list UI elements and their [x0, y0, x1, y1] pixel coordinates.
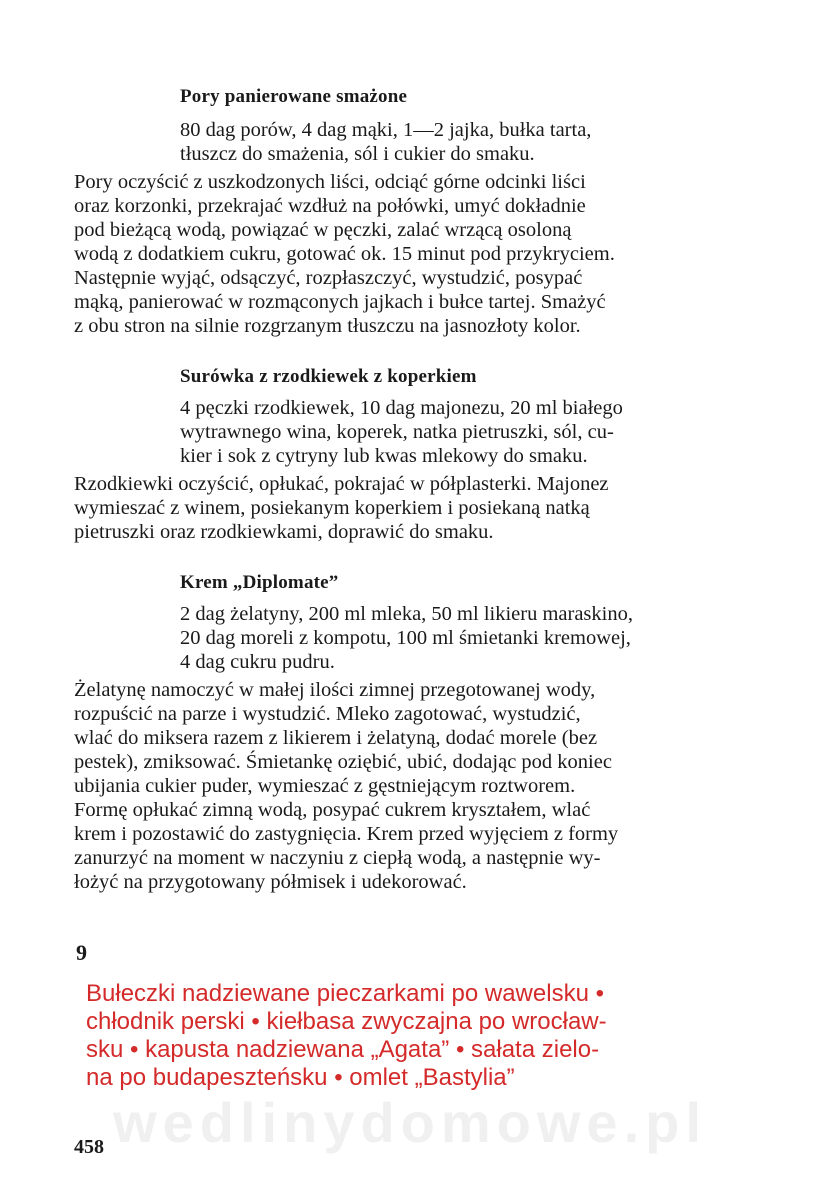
instruction-line: wodą z dodatkiem cukru, gotować ok. 15 minut pod przykryciem. — [74, 243, 615, 265]
instruction-line: wymieszać z winem, posiekanym koperkiem i posiekaną natką — [74, 497, 590, 519]
menu-line: chłodnik perski • kiełbasa zwyczajna po wrocław- — [86, 1008, 607, 1035]
instruction-line: łożyć na przygotowany półmisek i udekorować. — [74, 871, 467, 893]
section-number: 9 — [76, 940, 87, 965]
ingredient-line: wytrawnego wina, koperek, natka pietruszki, sól, cu- — [180, 421, 614, 443]
ingredient-line: 20 dag moreli z kompotu, 100 ml śmietanki kremowej, — [180, 627, 631, 649]
ingredient-line: 4 dag cukru pudru. — [180, 651, 335, 673]
instruction-line: pietruszki oraz rzodkiewkami, doprawić do smaku. — [74, 521, 494, 543]
recipe-title: Surówka z rzodkiewek z koperkiem — [180, 366, 477, 387]
instruction-line: zanurzyć na moment w naczyniu z ciepłą wodą, a następnie wy- — [74, 847, 601, 869]
instruction-line: krem i pozostawić do zastygnięcia. Krem przed wyjęciem z formy — [74, 823, 619, 845]
ingredient-line: kier i sok z cytryny lub kwas mlekowy do smaku. — [180, 445, 588, 467]
menu-line: sku • kapusta nadziewana „Agata” • sałata zielo- — [86, 1036, 600, 1063]
instruction-line: ubijania cukier puder, wymieszać z gęstniejącym roztworem. — [74, 775, 576, 797]
ingredient-line: 2 dag żelatyny, 200 ml mleka, 50 ml likieru maraskino, — [180, 603, 633, 625]
page-number: 458 — [74, 1136, 104, 1158]
instruction-line: pod bieżącą wodą, powiązać w pęczki, zalać wrzącą osoloną — [74, 219, 572, 241]
menu-line: Bułeczki nadziewane pieczarkami po wawelsku • — [86, 980, 604, 1007]
instruction-line: Pory oczyścić z uszkodzonych liści, odciąć górne odcinki liści — [74, 171, 586, 193]
instruction-line: pestek), zmiksować. Śmietankę oziębić, ubić, dodając pod koniec — [74, 751, 612, 773]
recipe-title: Krem „Diplomate” — [180, 572, 339, 593]
ingredient-line: 4 pęczki rzodkiewek, 10 dag majonezu, 20 ml białego — [180, 397, 623, 419]
watermark: wedlinydomowe.pl — [113, 1091, 707, 1154]
instruction-line: mąką, panierować w rozmąconych jajkach i bułce tartej. Smażyć — [74, 291, 606, 313]
ingredient-line: tłuszcz do smażenia, sól i cukier do smaku. — [180, 143, 535, 165]
menu-line: na po budapeszteńsku • omlet „Bastylia” — [86, 1064, 515, 1091]
instruction-line: oraz korzonki, przekrajać wzdłuż na połówki, umyć dokładnie — [74, 195, 586, 217]
instruction-line: Następnie wyjąć, odsączyć, rozpłaszczyć, wystudzić, posypać — [74, 267, 583, 289]
instruction-line: rozpuścić na parze i wystudzić. Mleko zagotować, wystudzić, — [74, 703, 581, 725]
ingredient-line: 80 dag porów, 4 dag mąki, 1—2 jajka, bułka tarta, — [180, 119, 592, 141]
instruction-line: Rzodkiewki oczyścić, opłukać, pokrajać w półplasterki. Majonez — [74, 473, 609, 495]
instruction-line: z obu stron na silnie rozgrzanym tłuszczu na jasnozłoty kolor. — [74, 315, 581, 337]
instruction-line: wlać do miksera razem z likierem i żelatyną, dodać morele (bez — [74, 727, 598, 749]
instruction-line: Żelatynę namoczyć w małej ilości zimnej przegotowanej wody, — [74, 679, 596, 701]
instruction-line: Formę opłukać zimną wodą, posypać cukrem kryształem, wlać — [74, 799, 591, 821]
recipe-title: Pory panierowane smażone — [180, 86, 408, 107]
